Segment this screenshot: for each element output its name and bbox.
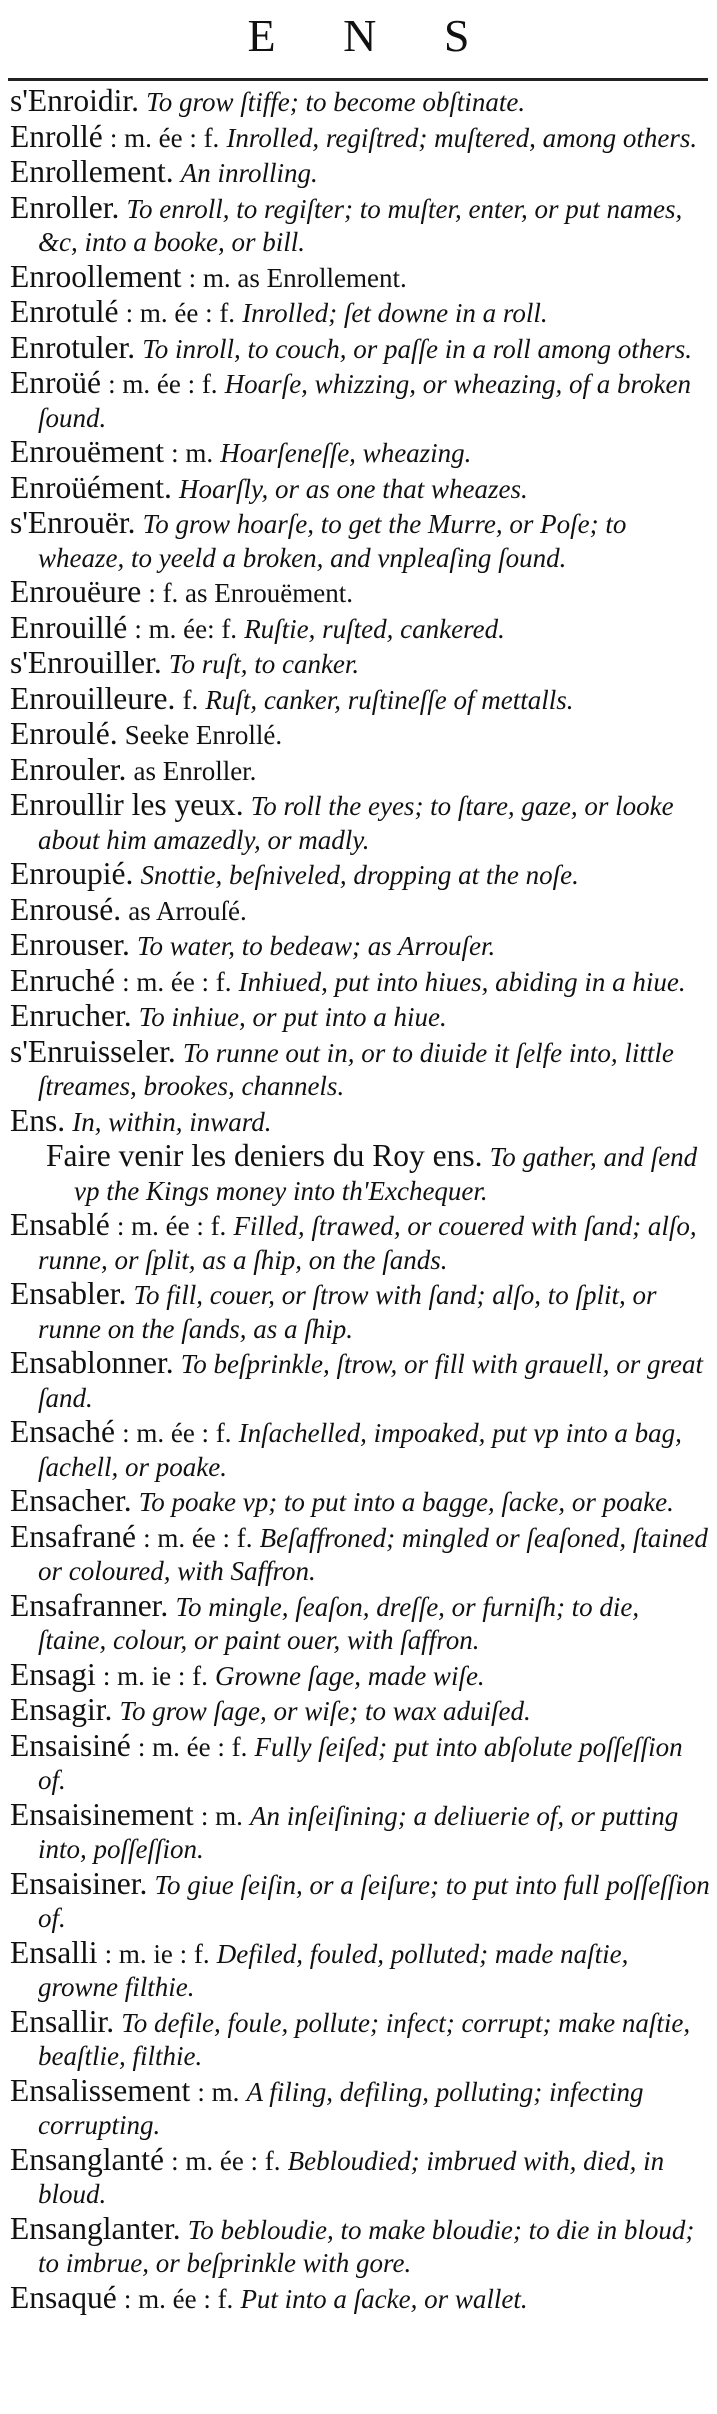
entry-definition: To grow ſage, or wiſe; to wax aduiſed. <box>119 1696 531 1726</box>
entry-definition: Growne ſage, made wiſe. <box>214 1660 485 1691</box>
dictionary-entry <box>10 964 710 1000</box>
dictionary-entry <box>10 1208 710 1277</box>
entry-grammar: as Arrouſé. <box>128 895 247 926</box>
entry-grammar: : m. ie : f. <box>104 1938 210 1969</box>
dictionary-entry <box>10 366 710 435</box>
entry-definition: Inſachelled, impoaked, put vp into a bag, ſachell, or poake. <box>38 1418 682 1482</box>
dictionary-entry <box>10 155 710 191</box>
entry-headword: Enrollé <box>10 118 103 154</box>
entry-definition: Inhiued, put into hiues, abiding in a hiue. <box>238 966 686 997</box>
entry-headword: s'Enrouër. <box>10 505 136 540</box>
entry-grammar: : f. as Enrouëment. <box>148 578 354 608</box>
dictionary-entry <box>10 1693 710 1729</box>
entry-headword: Enrucher. <box>10 998 132 1033</box>
entry-grammar: : m. ie : f. <box>102 1660 208 1691</box>
entry-definition: To ruſt, to canker. <box>168 649 360 679</box>
dictionary-entry <box>10 1484 710 1520</box>
dictionary-entry <box>10 575 710 611</box>
entry-headword: Enrollement. <box>10 154 174 189</box>
entry-definition: Hoarſe, whizzing, or wheazing, of a broken ſound. <box>38 369 691 433</box>
dictionary-entry <box>10 857 710 893</box>
entry-headword: Ensagi <box>10 1656 96 1692</box>
entry-definition: To gather, and ſend vp the Kings money into th'Exchequer. <box>74 1142 698 1206</box>
dictionary-entry <box>10 646 710 682</box>
entry-grammar: : m. ée: f. <box>134 613 238 644</box>
entry-headword: Enroüément. <box>10 469 172 505</box>
dictionary-entry <box>10 1035 710 1104</box>
entry-headword: Enroulé. <box>10 716 118 751</box>
entry-definition: Ruſt, canker, ruſtineſſe of mettalls. <box>205 684 574 715</box>
dictionary-entry <box>10 788 710 857</box>
page-header: E N S <box>247 10 498 61</box>
entry-headword: Ens. <box>10 1102 66 1138</box>
dictionary-entry <box>10 717 710 753</box>
entry-definition: Defiled, fouled, polluted; made naſtie, growne filthie. <box>38 1938 629 2002</box>
entry-grammar: : m. ée : f. <box>125 298 236 328</box>
entry-definition: To fill, couer, or ſtrow with ſand; alſo, to ſplit, or runne on the ſands, as a ſhip. <box>38 1280 657 1344</box>
entry-definition: Hoarſly, or as one that wheazes. <box>178 473 528 504</box>
entry-headword: s'Enruisseler. <box>10 1033 176 1069</box>
entry-headword: Enrouler. <box>10 751 127 787</box>
dictionary-entry <box>10 2143 710 2212</box>
entry-headword: Ensaisiner. <box>10 1865 148 1901</box>
header-rule <box>8 78 708 81</box>
entry-headword: s'Enrouiller. <box>10 645 162 680</box>
entry-definition: Inrolled, regiſtred; muſtered, among others. <box>226 122 698 153</box>
dictionary-entry <box>10 1277 710 1346</box>
entry-grammar: Seeke Enrollé. <box>124 720 283 750</box>
entry-definition: Put into a ſacke, or wallet. <box>240 2283 528 2314</box>
dictionary-entry <box>10 2212 710 2281</box>
entry-headword: Ensaisinement <box>10 1796 194 1832</box>
dictionary-entry <box>10 1589 710 1658</box>
entry-definition: Fully ſeiſed; put into abſolute poſſeſſion of. <box>38 1731 683 1795</box>
dictionary-entry <box>10 120 710 156</box>
entry-definition: To poake vp; to put into a bagge, ſacke, or poake. <box>138 1487 674 1517</box>
entry-headword: Ensanglanter. <box>10 2210 181 2246</box>
entry-grammar: : m. <box>197 2076 240 2107</box>
dictionary-entry <box>10 2005 710 2074</box>
dictionary-entry <box>10 999 710 1035</box>
entry-definition: To mingle, ſeaſon, dreſſe, or furniſh; to die, ſtaine, colour, or paint ouer, with ſaffron. <box>38 1591 640 1655</box>
entry-definition: An inſeiſining; a deliuerie of, or putting into, poſſeſſion. <box>38 1800 679 1864</box>
entry-definition: To grow ſtiffe; to become obſtinate. <box>146 87 526 117</box>
entry-headword: Enrouser. <box>10 927 130 962</box>
entry-definition: Hoarſeneſſe, wheazing. <box>220 438 472 468</box>
dictionary-entry <box>10 1729 710 1798</box>
entry-definition: Inrolled; ſet downe in a roll. <box>242 298 548 328</box>
dictionary-entry <box>10 471 710 507</box>
dictionary-entry <box>10 2074 710 2143</box>
entry-grammar: : m. <box>200 1800 243 1831</box>
dictionary-entry <box>10 1415 710 1484</box>
dictionary-entry <box>10 611 710 647</box>
entry-definition: To beſprinkle, ſtrow, or fill with grauell, or great ſand. <box>38 1349 703 1413</box>
dictionary-entry <box>10 682 710 718</box>
entry-headword: Enroullir les yeux. <box>10 787 244 822</box>
entry-definition: To defile, foule, pollute; infect; corrupt; make naſtie, beaſtlie, filthie. <box>38 2007 691 2071</box>
entry-headword: Ensafrané <box>10 1518 136 1554</box>
entry-definition: To enroll, to regiſter; to muſter, enter, or put names, &c, into a booke, or bill. <box>38 193 683 257</box>
dictionary-entry <box>10 1798 710 1867</box>
entry-grammar: : m. ée : f. <box>122 1418 232 1448</box>
dictionary-entry <box>10 84 710 120</box>
dictionary-entry <box>10 1104 710 1140</box>
entry-headword: Faire venir les deniers du Roy ens. <box>46 1138 483 1173</box>
entry-grammar: : m. ée : f. <box>122 966 232 997</box>
entry-headword: Ensagir. <box>10 1692 113 1727</box>
entry-definition: In, within, inward. <box>72 1106 272 1137</box>
entry-headword: Enrotulé <box>10 294 119 329</box>
entry-headword: Enroollement <box>10 258 182 294</box>
dictionary-entry <box>10 1936 710 2005</box>
entry-headword: Ensalli <box>10 1934 98 1970</box>
entry-grammar: f. <box>182 684 199 715</box>
entry-headword: Enroller. <box>10 189 120 225</box>
entry-definition: Snottie, beſniveled, dropping at the noſe. <box>140 860 579 890</box>
entry-headword: Ensabler. <box>10 1276 127 1311</box>
entry-definition: To inhiue, or put into a hiue. <box>138 1002 447 1032</box>
entry-grammar: : m. <box>171 438 214 468</box>
entry-definition: Filled, ſtrawed, or couered with ſand; alſo, runne, or ſplit, as a ſhip, on the ſands. <box>38 1211 697 1275</box>
entry-headword: Ensanglanté <box>10 2141 164 2177</box>
dictionary-entry <box>10 893 710 929</box>
dictionary-entry <box>10 753 710 789</box>
entry-definition: Beſaffroned; mingled or ſeaſoned, ſtained or coloured, with Saffron. <box>38 1522 708 1586</box>
entry-headword: Enroupié. <box>10 856 134 891</box>
entry-headword: Enrotuler. <box>10 329 136 365</box>
entry-headword: Ensaché <box>10 1414 115 1449</box>
dictionary-entry <box>10 2281 710 2317</box>
entry-headword: Ensaqué <box>10 2279 117 2315</box>
entry-grammar: : m. ée : f. <box>123 2283 234 2314</box>
entry-headword: Ensacher. <box>10 1483 132 1518</box>
entry-grammar: : m. ée : f. <box>137 1731 248 1762</box>
entry-headword: Ensalissement <box>10 2072 191 2108</box>
entry-headword: Ensallir. <box>10 2003 115 2039</box>
entry-definition: To runne out in, or to diuide it ſelfe into, little ſtreames, brookes, channels. <box>38 1037 674 1101</box>
entry-grammar: : m. ée : f. <box>171 2145 281 2176</box>
entry-definition: To giue ſeiſin, or a ſeiſure; to put into full poſſeſſion of. <box>38 1869 710 1933</box>
entry-definition: To water, to bedeaw; as Arrouſer. <box>136 931 496 961</box>
entry-definition: To bebloudie, to make bloudie; to die in bloud; to imbrue, or beſprinkle with gore. <box>38 2214 695 2278</box>
entry-headword: Enroüé <box>10 365 101 400</box>
dictionary-entry <box>10 435 710 471</box>
entry-grammar: : m. ée : f. <box>108 369 218 399</box>
dictionary-entry <box>10 331 710 367</box>
dictionary-entries <box>10 84 710 2316</box>
entry-headword: Enrouëment <box>10 434 164 469</box>
entry-headword: Enrousé. <box>10 891 122 927</box>
entry-headword: Ensafranner. <box>10 1587 169 1623</box>
entry-grammar: : m. ée : f. <box>116 1211 227 1241</box>
dictionary-entry <box>10 506 710 575</box>
dictionary-entry <box>10 191 710 260</box>
sub-entry <box>10 1139 710 1208</box>
entry-definition: Bebloudied; imbrued with, died, in bloud. <box>38 2145 665 2209</box>
entry-headword: Ensablé <box>10 1207 110 1242</box>
entry-grammar: as Enroller. <box>133 755 257 786</box>
entry-headword: Ensaisiné <box>10 1727 131 1763</box>
entry-headword: Enrouilleure. <box>10 680 176 716</box>
dictionary-entry <box>10 928 710 964</box>
entry-headword: Enruché <box>10 962 115 998</box>
entry-definition: To roll the eyes; to ſtare, gaze, or looke about him amazedly, or madly. <box>38 791 674 855</box>
dictionary-entry <box>10 1867 710 1936</box>
entry-headword: s'Enroidir. <box>10 83 140 118</box>
dictionary-entry <box>10 1346 710 1415</box>
dictionary-entry <box>10 295 710 331</box>
entry-headword: Enrouëure <box>10 574 142 609</box>
entry-definition: An inrolling. <box>180 158 318 188</box>
dictionary-entry <box>10 260 710 296</box>
entry-definition: To inroll, to couch, or paſſe in a roll among others. <box>142 333 692 364</box>
entry-definition: To grow hoarſe, to get the Murre, or Poſe; to wheaze, to yeeld a broken, and vnpleaſing ſound. <box>38 509 627 573</box>
dictionary-entry <box>10 1658 710 1694</box>
entry-definition: A filing, defiling, polluting; infecting corrupting. <box>38 2076 644 2140</box>
entry-grammar: : m. as Enrollement. <box>188 262 407 293</box>
entry-grammar: : m. ée : f. <box>109 122 220 153</box>
entry-headword: Enrouillé <box>10 609 128 645</box>
entry-grammar: : m. ée : f. <box>143 1522 253 1553</box>
entry-definition: Ruſtie, ruſted, cankered. <box>244 613 505 644</box>
entry-headword: Ensablonner. <box>10 1345 174 1380</box>
dictionary-entry <box>10 1520 710 1589</box>
